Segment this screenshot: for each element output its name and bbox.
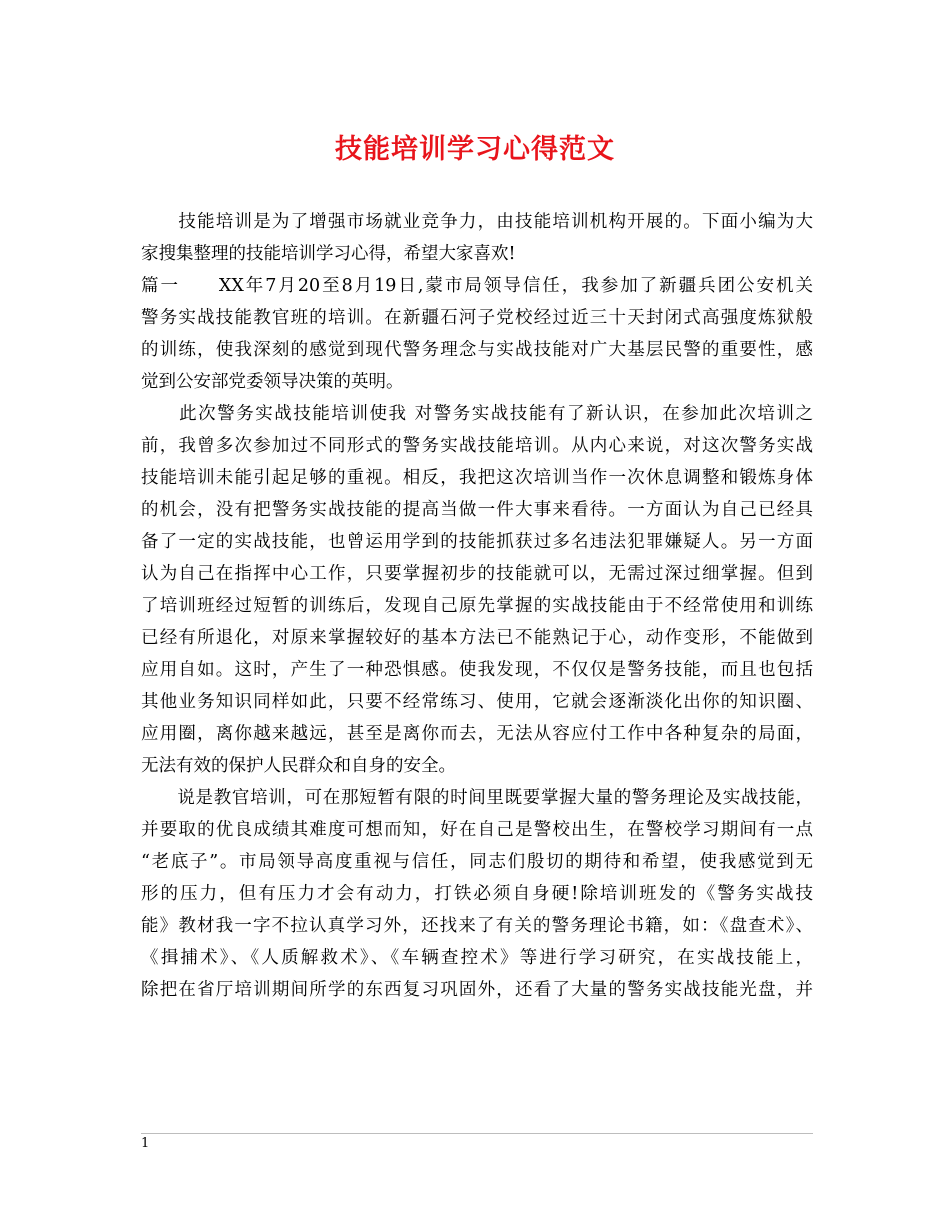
body-line: 形的压力，但有压力才会有动力，打铁必须自身硬!除培训班发的《警务实战技 [141, 884, 813, 904]
body-line: 说是教官培训，可在那短暂有限的时间里既要掌握大量的警务理论及实战技能， [141, 788, 813, 808]
document-title: 技能培训学习心得范文 [335, 134, 615, 165]
body-line: 其他业务知识同样如此，只要不经常练习、使用，它就会逐渐淡化出你的知识圈、 [141, 692, 813, 712]
body-line: 家搜集整理的技能培训学习心得，希望大家喜欢! [141, 244, 516, 264]
body-line: 觉到公安部党委领导决策的英明。 [141, 372, 404, 392]
body-line: 了培训班经过短暂的训练后，发现自己原先掌握的实战技能由于不经常使用和训练 [141, 596, 813, 616]
body-line: 应用圈，离你越来越远，甚至是离你而去，无法从容应付工作中各种复杂的局面， [141, 724, 813, 744]
body-line: 已经有所退化，对原来掌握较好的基本方法已不能熟记于心，动作变形，不能做到 [141, 628, 813, 648]
body-line: 篇一 XX年7月20至8月19日,蒙市局领导信任，我参加了新疆兵团公安机关 [141, 276, 813, 296]
page-number: 1 [141, 1136, 150, 1151]
body-line: 能》教材我一字不拉认真学习外，还找来了有关的警务理论书籍，如：《盘查术》、 [141, 916, 813, 936]
body-line: 备了一定的实战技能，也曾运用学到的技能抓获过多名违法犯罪嫌疑人。另一方面 [141, 532, 813, 552]
body-line: 应用自如。这时，产生了一种恐惧感。使我发现，不仅仅是警务技能，而且也包括 [141, 660, 813, 680]
body-line: 无法有效的保护人民群众和自身的安全。 [141, 756, 456, 776]
body-line: 并要取的优良成绩其难度可想而知，好在自己是警校出生，在警校学习期间有一点 [141, 820, 813, 840]
body-line: 除把在省厅培训期间所学的东西复习巩固外，还看了大量的警务实战技能光盘，并 [141, 980, 813, 1000]
body-line: 的机会，没有把警务实战技能的提高当做一件大事来看待。一方面认为自己已经具 [141, 500, 813, 520]
body-line: “老底子”。市局领导高度重视与信任，同志们殷切的期待和希望，使我感觉到无 [141, 852, 813, 872]
body-line: 此次警务实战技能培训使我 对警务实战技能有了新认识，在参加此次培训之 [141, 404, 813, 424]
footer-divider [141, 1133, 813, 1134]
body-line: 前，我曾多次参加过不同形式的警务实战技能培训。从内心来说，对这次警务实战 [141, 436, 813, 456]
body-line: 的训练，使我深刻的感觉到现代警务理念与实战技能对广大基层民警的重要性，感 [141, 340, 813, 360]
body-line: 技能培训未能引起足够的重视。相反，我把这次培训当作一次休息调整和锻炼身体 [141, 468, 813, 488]
body-line: 《揖捕术》、《人质解救术》、《车辆查控术》等进行学习研究，在实战技能上， [141, 948, 813, 968]
body-line: 警务实战技能教官班的培训。在新疆石河子党校经过近三十天封闭式高强度炼狱般 [141, 308, 813, 328]
body-line: 认为自己在指挥中心工作，只要掌握初步的技能就可以，无需过深过细掌握。但到 [141, 564, 813, 584]
body-line: 技能培训是为了增强市场就业竞争力，由技能培训机构开展的。下面小编为大 [141, 212, 813, 232]
document-body [141, 206, 813, 1006]
